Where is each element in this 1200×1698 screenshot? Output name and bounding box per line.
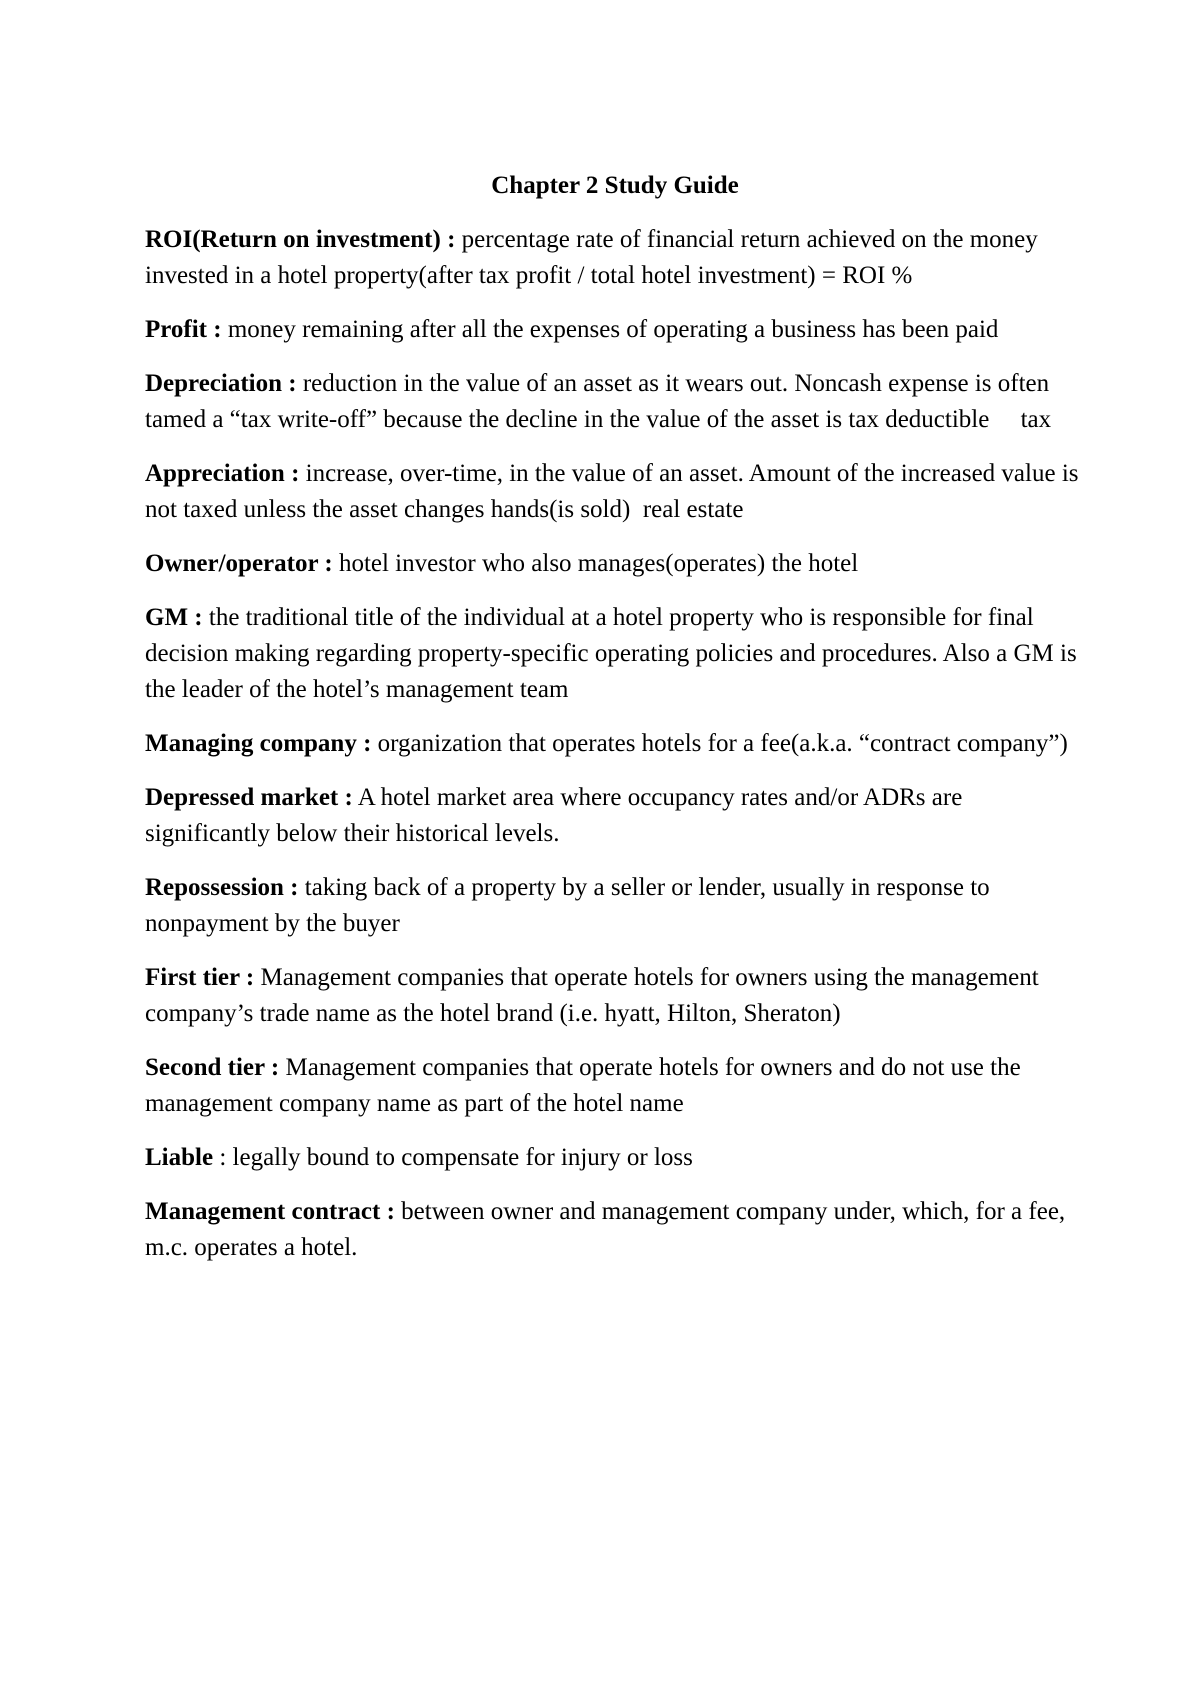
- term-label: Profit :: [145, 316, 222, 343]
- glossary-entry-managing-company: [145, 726, 1085, 762]
- term-label: Depreciation :: [145, 370, 297, 397]
- glossary-entry-second-tier: [145, 1050, 1085, 1122]
- definition-text: A hotel market area where occupancy rates and/or ADRs are significantly below their historical levels.: [145, 784, 963, 847]
- glossary-entry-repossession: [145, 870, 1085, 942]
- glossary-entry-profit: [145, 312, 1085, 348]
- definition-text: percentage rate of financial return achieved on the money invested in a hotel property(after tax profit / total hotel investment) = ROI %: [145, 226, 1038, 289]
- glossary-entry-appreciation: [145, 456, 1085, 528]
- definition-text: legally bound to compensate for injury or loss: [226, 1144, 693, 1171]
- glossary-entry-roi: [145, 222, 1085, 294]
- term-label: Appreciation :: [145, 460, 300, 487]
- glossary-entry-depreciation: [145, 366, 1085, 438]
- definition-text: hotel investor who also manages(operates) the hotel: [332, 550, 859, 577]
- definition-text: Management companies that operate hotels for owners using the management company’s trade name as the hotel brand (i.e. hyatt, Hilton, Sheraton): [145, 964, 1039, 1027]
- document-content: [145, 168, 1085, 1284]
- term-label: Owner/operator :: [145, 550, 333, 577]
- glossary-entry-owner-operator: [145, 546, 1085, 582]
- term-label: Repossession :: [145, 874, 299, 901]
- definition-text: between owner and management company under, which, for a fee, m.c. operates a hotel.: [145, 1198, 1066, 1261]
- term-separator: :: [213, 1144, 227, 1171]
- glossary-entry-liable: [145, 1140, 1085, 1176]
- definition-text: organization that operates hotels for a fee(a.k.a. “contract company”): [371, 730, 1068, 757]
- term-label: First tier :: [145, 964, 255, 991]
- term-label: Second tier :: [145, 1054, 280, 1081]
- definition-text: taking back of a property by a seller or lender, usually in response to nonpayment by the buyer: [145, 874, 990, 937]
- glossary-entry-gm: [145, 600, 1085, 708]
- definition-text: increase, over-time, in the value of an asset. Amount of the increased value is not taxed unless the asset changes hands(is sold) real estate: [145, 460, 1085, 523]
- definition-text: reduction in the value of an asset as it wears out. Noncash expense is often tamed a “tax write-off” because the decline in the value of the asset is tax deductible tax: [145, 370, 1056, 433]
- term-label: ROI(Return on investment) :: [145, 226, 456, 253]
- definition-text: money remaining after all the expenses of operating a business has been paid: [221, 316, 999, 343]
- term-label: Managing company :: [145, 730, 372, 757]
- glossary-entry-management-contract: [145, 1194, 1085, 1266]
- term-label: Depressed market :: [145, 784, 353, 811]
- term-label: Management contract :: [145, 1198, 395, 1225]
- definition-text: the traditional title of the individual at a hotel property who is responsible for final decision making regarding property-specific operating policies and procedures. Also a GM is the leader of the hotel’s management team: [145, 604, 1077, 703]
- definition-text: Management companies that operate hotels for owners and do not use the management company name as part of the hotel name: [145, 1054, 1021, 1117]
- glossary-entry-first-tier: [145, 960, 1085, 1032]
- glossary-entry-depressed-market: [145, 780, 1085, 852]
- term-label: Liable: [145, 1144, 214, 1171]
- term-label: GM :: [145, 604, 203, 631]
- page-title: Chapter 2 Study Guide: [491, 172, 739, 199]
